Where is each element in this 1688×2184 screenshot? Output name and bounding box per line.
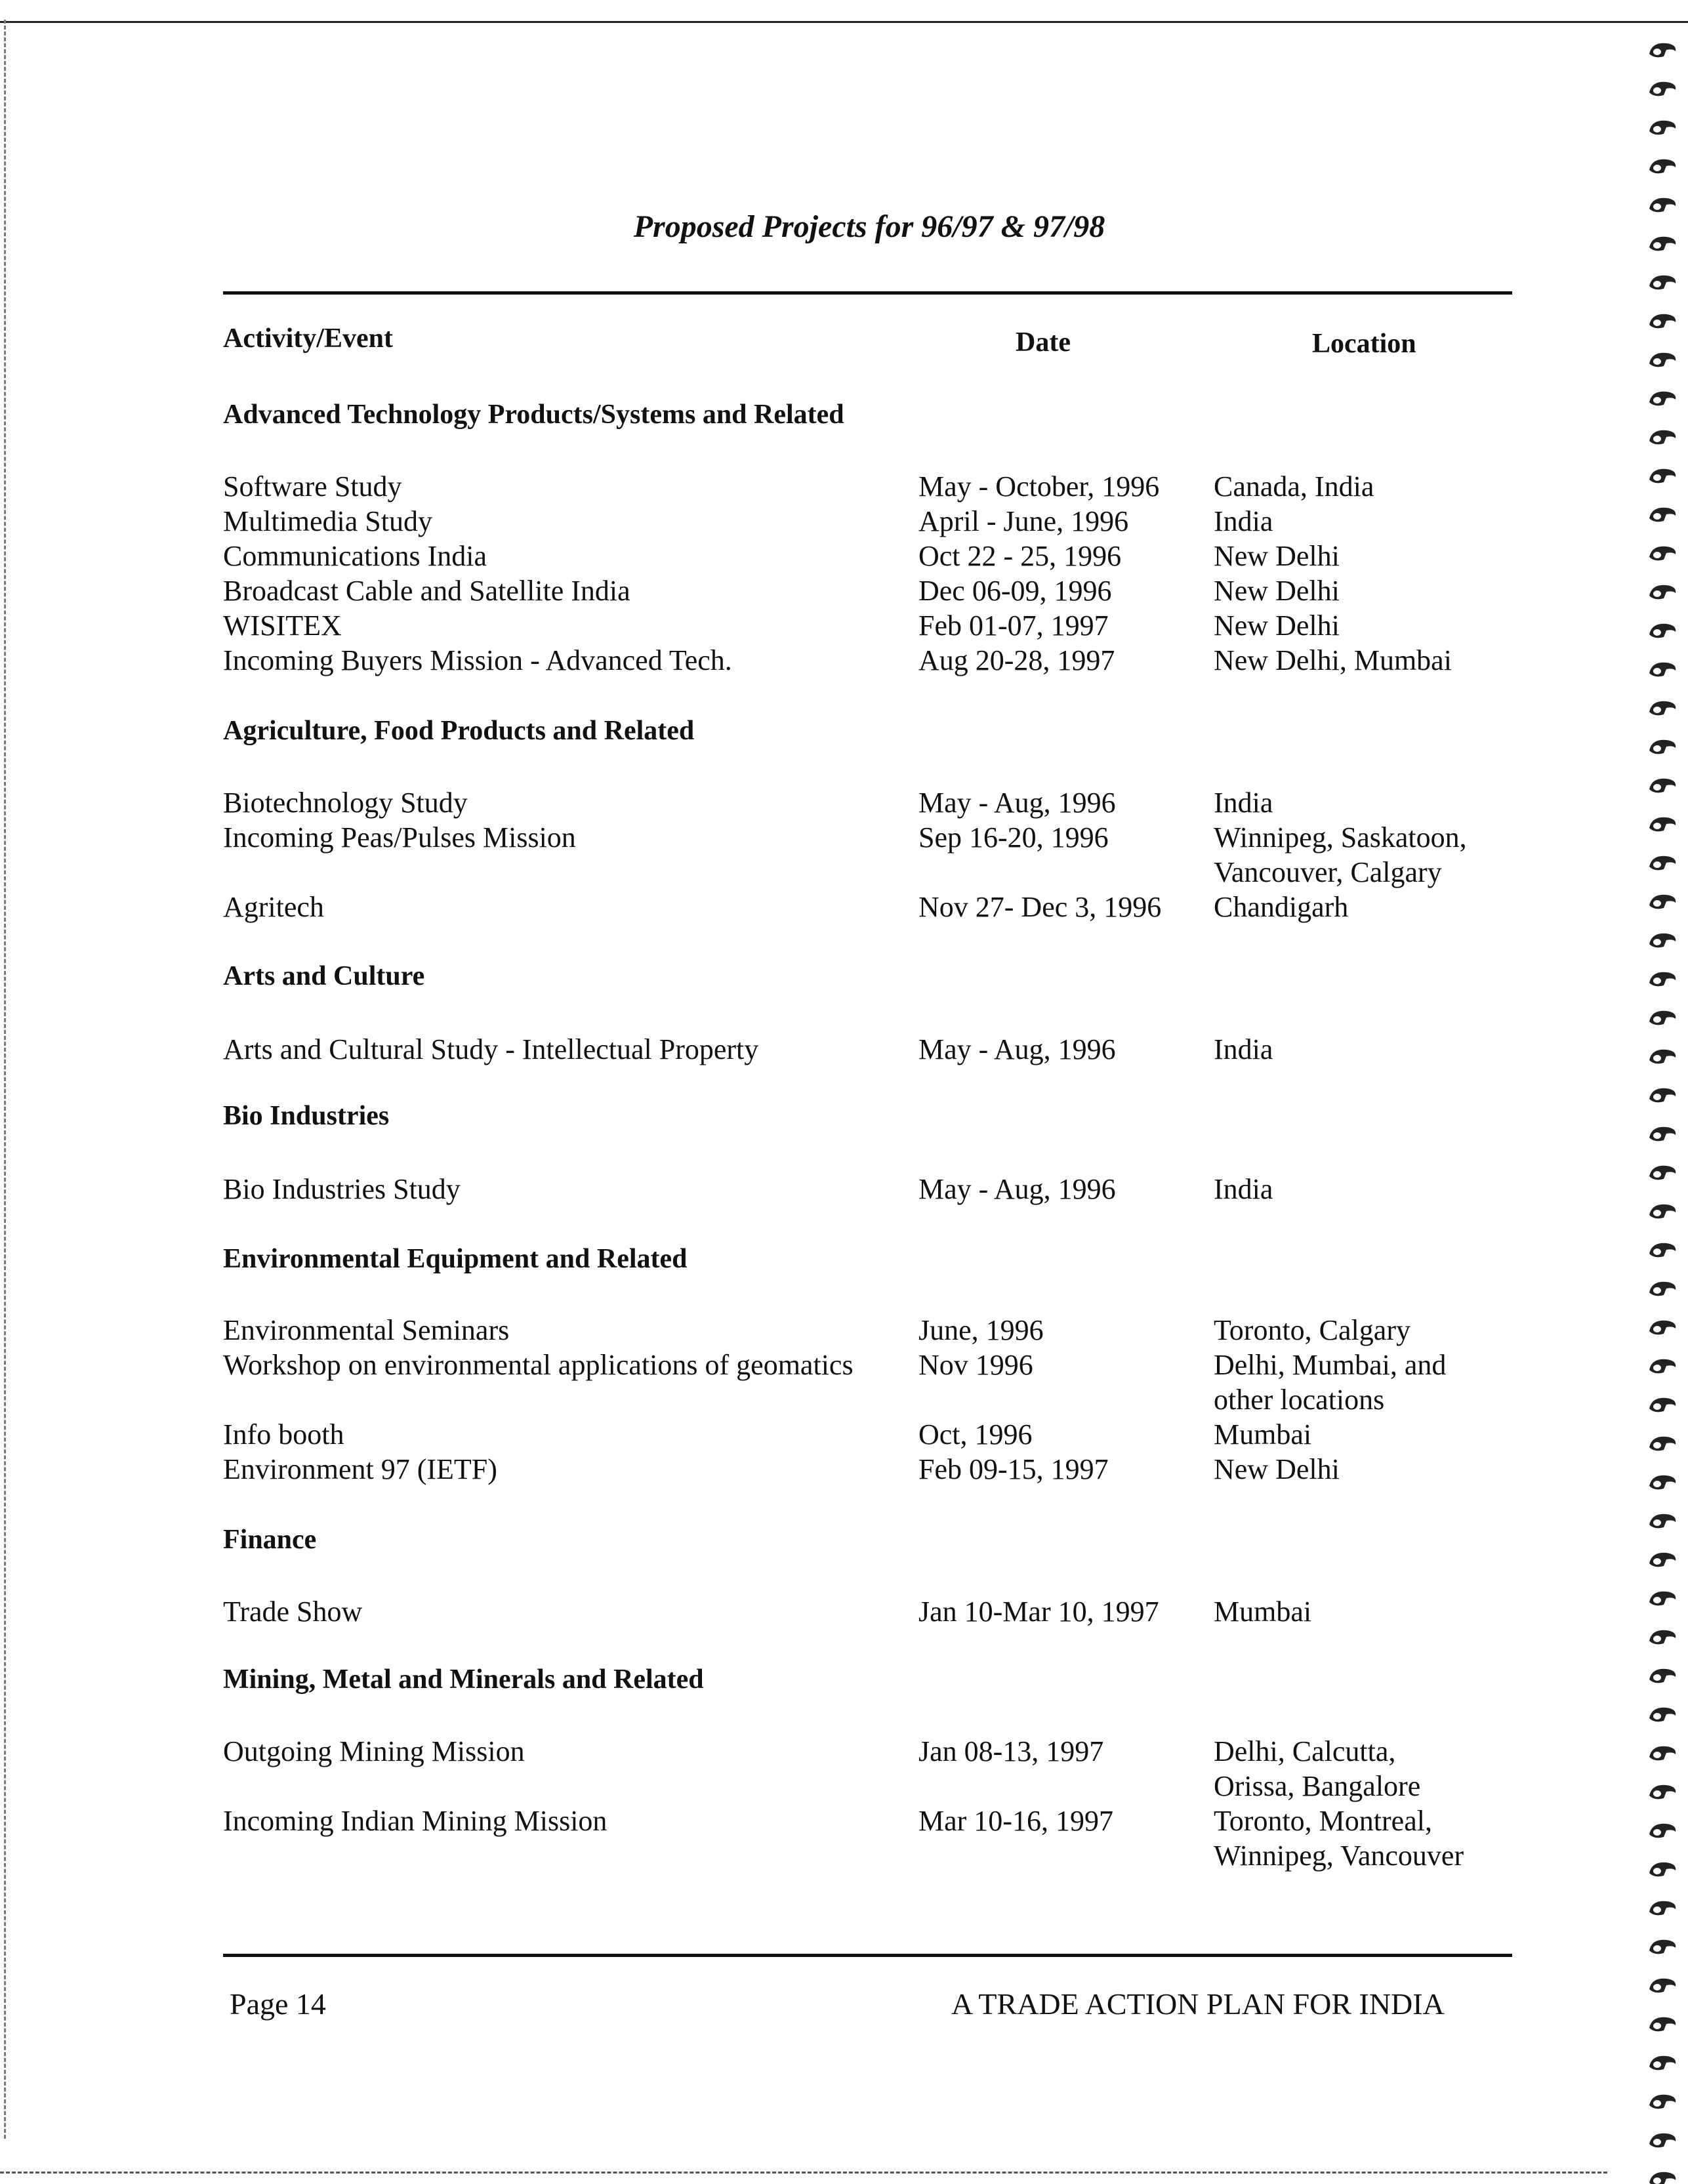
binding-coil-icon — [1647, 2168, 1679, 2184]
binding-coil-icon — [1647, 1278, 1679, 1302]
date-cell: May - Aug, 1996 — [918, 787, 1116, 819]
section-heading: Advanced Technology Products/Systems and Related — [223, 400, 844, 430]
date-cell: Oct 22 - 25, 1996 — [918, 540, 1122, 572]
location-cell: India — [1214, 505, 1273, 537]
date-cell: June, 1996 — [918, 1314, 1044, 1346]
binding-coil-icon — [1647, 1781, 1679, 1805]
binding-coil-icon — [1647, 1859, 1679, 1882]
section-heading: Arts and Culture — [223, 961, 425, 991]
activity-cell: Info booth — [223, 1418, 344, 1451]
date-cell: Nov 1996 — [918, 1349, 1033, 1381]
binding-coil-icon — [1647, 968, 1679, 992]
binding-coil-icon — [1647, 891, 1679, 915]
location-cell: Winnipeg, Saskatoon, Vancouver, Calgary — [1214, 821, 1467, 888]
date-cell: Jan 08-13, 1997 — [918, 1735, 1104, 1767]
bottom-rule — [223, 1954, 1512, 1957]
activity-cell: Trade Show — [223, 1596, 363, 1628]
binding-coil-icon — [1647, 697, 1679, 721]
activity-cell: Biotechnology Study — [223, 787, 468, 819]
binding-coil-icon — [1647, 117, 1679, 140]
activity-cell: Environment 97 (IETF) — [223, 1453, 497, 1485]
location-cell: Mumbai — [1214, 1596, 1312, 1628]
binding-coil-icon — [1647, 1162, 1679, 1185]
activity-cell: Agritech — [223, 891, 324, 923]
binding-coil-icon — [1647, 2130, 1679, 2153]
date-cell: April - June, 1996 — [918, 505, 1129, 537]
page-bottom-edge — [0, 2172, 1607, 2174]
binding-coil-icon — [1647, 1665, 1679, 1689]
binding-coil-icon — [1647, 1239, 1679, 1263]
binding-coil-icon — [1647, 465, 1679, 489]
date-cell: Aug 20-28, 1997 — [918, 644, 1115, 676]
section-heading: Bio Industries — [223, 1101, 390, 1131]
binding-coil-icon — [1647, 659, 1679, 682]
location-cell: New Delhi — [1214, 1453, 1340, 1485]
activity-cell: Software Study — [223, 470, 402, 503]
activity-cell: Workshop on environmental applications of geomatics — [223, 1349, 854, 1381]
section-heading: Finance — [223, 1525, 317, 1555]
activity-cell: Incoming Peas/Pulses Mission — [223, 821, 576, 854]
location-cell: New Delhi, Mumbai — [1214, 644, 1452, 676]
binding-coil-icon — [1647, 2013, 1679, 2037]
date-cell: Feb 09-15, 1997 — [918, 1453, 1109, 1485]
location-cell: Chandigarh — [1214, 891, 1349, 923]
binding-coil-icon — [1647, 1975, 1679, 1998]
location-cell: New Delhi — [1214, 609, 1340, 642]
date-cell: Mar 10-16, 1997 — [918, 1805, 1113, 1837]
activity-cell: Arts and Cultural Study - Intellectual Property — [223, 1033, 759, 1065]
spiral-binding — [1640, 26, 1688, 2184]
binding-coil-icon — [1647, 2052, 1679, 2076]
date-column-header: Date — [1016, 327, 1071, 358]
activity-cell: WISITEX — [223, 609, 342, 642]
binding-coil-icon — [1647, 1820, 1679, 1844]
date-cell: May - October, 1996 — [918, 470, 1160, 503]
activity-cell: Communications India — [223, 540, 487, 572]
date-cell: May - Aug, 1996 — [918, 1033, 1116, 1065]
location-cell: Canada, India — [1214, 470, 1374, 503]
section-heading: Agriculture, Food Products and Related — [223, 716, 695, 746]
page-number: Page 14 — [230, 1987, 326, 2021]
binding-coil-icon — [1647, 1936, 1679, 1960]
binding-coil-icon — [1647, 1433, 1679, 1456]
binding-coil-icon — [1647, 1742, 1679, 1766]
binding-coil-icon — [1647, 1317, 1679, 1340]
location-cell: New Delhi — [1214, 540, 1340, 572]
binding-coil-icon — [1647, 852, 1679, 876]
location-column-header: Location — [1312, 329, 1416, 359]
binding-coil-icon — [1647, 1123, 1679, 1147]
location-cell: India — [1214, 1033, 1273, 1065]
binding-coil-icon — [1647, 1046, 1679, 1069]
activity-cell: Outgoing Mining Mission — [223, 1735, 525, 1767]
location-cell: Delhi, Mumbai, and other locations — [1214, 1349, 1447, 1416]
binding-coil-icon — [1647, 1007, 1679, 1031]
activity-cell: Incoming Buyers Mission - Advanced Tech. — [223, 644, 732, 676]
location-cell: Toronto, Montreal, Winnipeg, Vancouver — [1214, 1805, 1464, 1872]
binding-coil-icon — [1647, 39, 1679, 63]
page-left-edge — [4, 20, 8, 2139]
activity-cell: Broadcast Cable and Satellite India — [223, 575, 630, 607]
binding-coil-icon — [1647, 1394, 1679, 1418]
binding-coil-icon — [1647, 1355, 1679, 1379]
binding-coil-icon — [1647, 1704, 1679, 1727]
activity-cell: Bio Industries Study — [223, 1173, 461, 1205]
binding-coil-icon — [1647, 1201, 1679, 1224]
binding-coil-icon — [1647, 775, 1679, 798]
binding-coil-icon — [1647, 543, 1679, 566]
date-cell: Nov 27- Dec 3, 1996 — [918, 891, 1162, 923]
binding-coil-icon — [1647, 1472, 1679, 1495]
section-heading: Mining, Metal and Minerals and Related — [223, 1664, 704, 1695]
location-cell: Delhi, Calcutta, Orissa, Bangalore — [1214, 1735, 1421, 1802]
binding-coil-icon — [1647, 736, 1679, 760]
location-cell: Toronto, Calgary — [1214, 1314, 1410, 1346]
binding-coil-icon — [1647, 78, 1679, 102]
binding-coil-icon — [1647, 272, 1679, 295]
binding-coil-icon — [1647, 310, 1679, 334]
date-cell: Feb 01-07, 1997 — [918, 609, 1109, 642]
activity-cell: Incoming Indian Mining Mission — [223, 1805, 607, 1837]
date-cell: Dec 06-09, 1996 — [918, 575, 1112, 607]
section-heading: Environmental Equipment and Related — [223, 1244, 688, 1274]
location-cell: New Delhi — [1214, 575, 1340, 607]
binding-coil-icon — [1647, 620, 1679, 644]
binding-coil-icon — [1647, 930, 1679, 953]
binding-coil-icon — [1647, 1549, 1679, 1573]
binding-coil-icon — [1647, 1897, 1679, 1921]
date-cell: Jan 10-Mar 10, 1997 — [918, 1596, 1159, 1628]
activity-column-header: Activity/Event — [223, 323, 393, 354]
binding-coil-icon — [1647, 426, 1679, 450]
location-cell: India — [1214, 787, 1273, 819]
activity-cell: Multimedia Study — [223, 505, 432, 537]
binding-coil-icon — [1647, 814, 1679, 837]
location-cell: Mumbai — [1214, 1418, 1312, 1451]
binding-coil-icon — [1647, 1588, 1679, 1611]
top-rule — [223, 291, 1512, 295]
binding-coil-icon — [1647, 1626, 1679, 1650]
binding-coil-icon — [1647, 1510, 1679, 1534]
binding-coil-icon — [1647, 155, 1679, 179]
binding-coil-icon — [1647, 581, 1679, 605]
document-title: A TRADE ACTION PLAN FOR INDIA — [951, 1987, 1445, 2021]
binding-coil-icon — [1647, 1084, 1679, 1108]
binding-coil-icon — [1647, 349, 1679, 373]
activity-cell: Environmental Seminars — [223, 1314, 510, 1346]
page-top-edge — [0, 0, 1688, 23]
date-cell: May - Aug, 1996 — [918, 1173, 1116, 1205]
location-cell: India — [1214, 1173, 1273, 1205]
date-cell: Sep 16-20, 1996 — [918, 821, 1109, 854]
binding-coil-icon — [1647, 388, 1679, 411]
page-title: Proposed Projects for 96/97 & 97/98 — [633, 209, 1105, 244]
binding-coil-icon — [1647, 504, 1679, 527]
date-cell: Oct, 1996 — [918, 1418, 1033, 1451]
binding-coil-icon — [1647, 2091, 1679, 2114]
